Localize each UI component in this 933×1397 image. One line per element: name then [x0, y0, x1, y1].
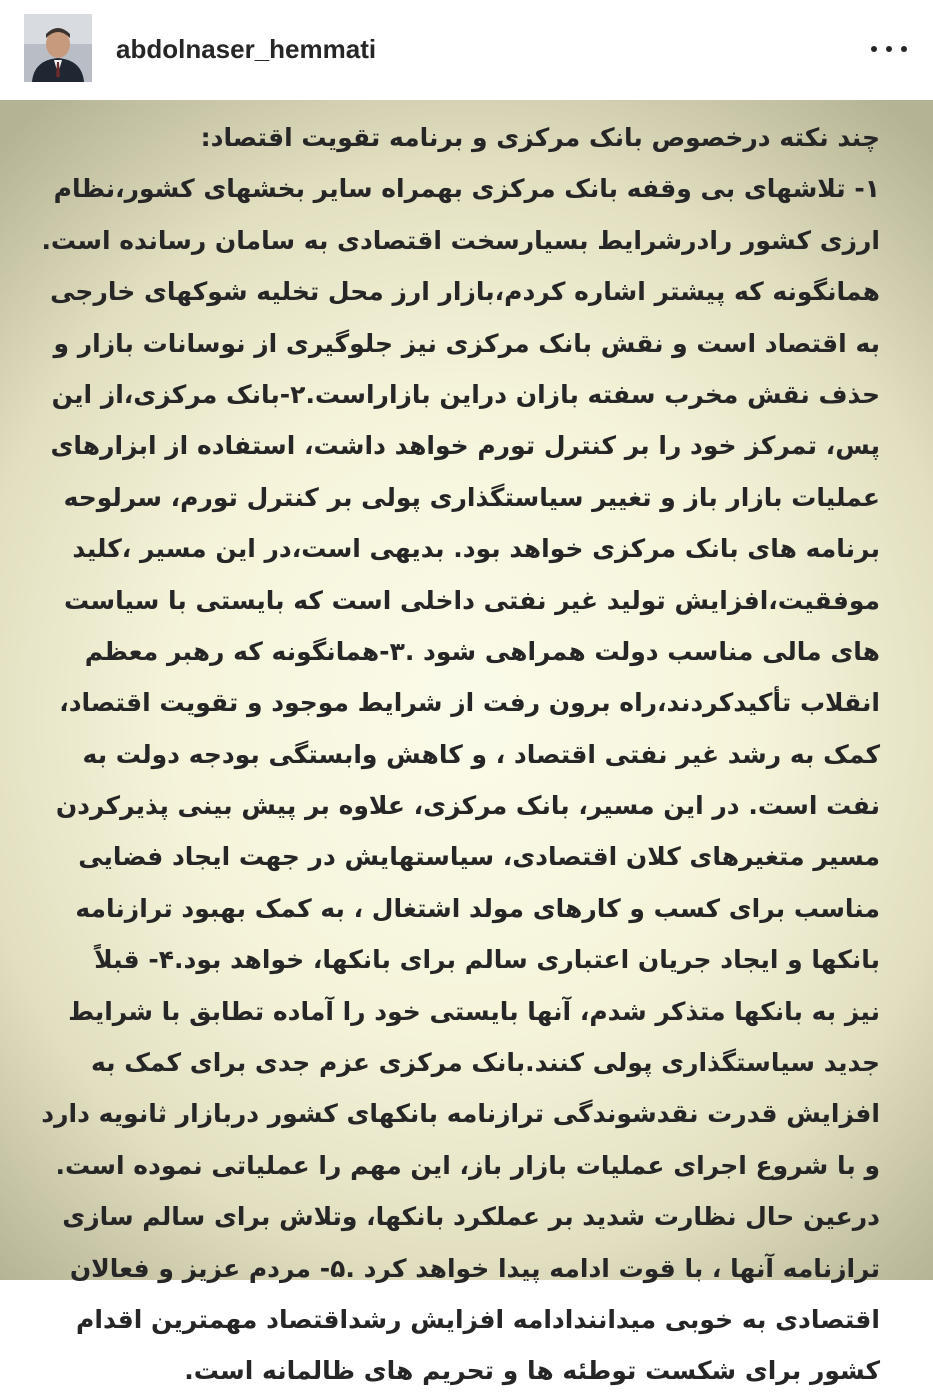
post-text-line: کشور برای شکست توطئه ها و تحریم های ظالمانه است.: [184, 1356, 880, 1386]
post-text-line: نیز به بانکها متذکر شدم، آنها بایستی خود را آماده تطابق با شرایط: [68, 996, 880, 1026]
post-text-line: مناسب برای کسب و کارهای مولد اشتغال ، به کمک بهبود ترازنامه: [75, 893, 880, 923]
post-text-line: کمک به رشد غیر نفتی اقتصاد ، و کاهش وابستگی بودجه دولت به: [82, 739, 880, 769]
post-text-line: مسیر متغیرهای کلان اقتصادی، سیاستهایش در جهت ایجاد فضایی: [78, 842, 880, 872]
post-text-line: برنامه های بانک مرکزی خواهد بود. بدیهی است،در این مسیر ،کلید: [72, 534, 880, 564]
post-text-line: پس، تمرکز خود را بر کنترل تورم خواهد داشت، استفاده از ابزارهای: [50, 431, 880, 461]
post-text-line: عملیات بازار باز و تغییر سیاستگذاری پولی بر کنترل تورم، سرلوحه: [63, 482, 880, 512]
post-text-line: اقتصادی به خوبی میدانندادامه افزایش رشداقتصاد مهمترین اقدام: [76, 1304, 880, 1334]
post-text-line: به اقتصاد است و نقش بانک مرکزی نیز جلوگیری از نوسانات بازار و: [53, 328, 880, 358]
post-text-line: و با شروع اجرای عملیات بازار باز، این مهم را عملیاتی نموده است.: [55, 1150, 880, 1180]
post-text-line: ارزی کشور رادرشرایط بسیارسخت اقتصادی به سامان رسانده است.: [41, 225, 880, 255]
post-text-line: های مالی مناسب دولت همراهی شود .۳-همانگونه که رهبر معظم: [84, 636, 880, 666]
post-text-line: افزایش قدرت نقدشوندگی ترازنامه بانکهای کشور دربازار ثانویه دارد: [41, 1099, 880, 1129]
username[interactable]: abdolnaser_hemmati: [116, 34, 377, 64]
more-options-icon[interactable]: [867, 40, 911, 56]
post-text-line: نفت است. در این مسیر، بانک مرکزی، علاوه بر پیش بینی پذیرکردن: [55, 791, 880, 821]
post-text-line: موفقیت،افزایش تولید غیر نفتی داخلی است که بایستی با سیاست: [64, 585, 880, 615]
post-image: [0, 100, 933, 1386]
avatar-image: [24, 14, 92, 82]
post-text-line: درعین حال نظارت شدید بر عملکرد بانکها، وتلاش برای سالم سازی: [62, 1202, 880, 1232]
post-text-line: ۱- تلاشهای بی وقفه بانک مرکزی بهمراه سایر بخشهای کشور،نظام: [53, 174, 880, 204]
post-text-line: جدید سیاستگذاری پولی کنند.بانک مرکزی عزم جدی برای کمک به: [90, 1048, 880, 1078]
post-text-line: ترازنامه آنها ، با قوت ادامه پیدا خواهد کرد .۵- مردم عزیز و فعالان: [69, 1253, 880, 1283]
post-header: [0, 0, 933, 100]
avatar[interactable]: [24, 14, 92, 82]
post-text-line: بانکها و ایجاد جریان اعتباری سالم برای بانکها، خواهد بود.۴- قبلاً: [94, 945, 880, 975]
post-text-line: چند نکته درخصوص بانک مرکزی و برنامه تقویت اقتصاد:: [200, 123, 880, 152]
post-text: [41, 112, 880, 1397]
post-text-line: حذف نقش مخرب سفته بازان دراین بازاراست.۲-بانک مرکزی،از این: [51, 379, 880, 409]
post-text-line: همانگونه که پیشتر اشاره کردم،بازار ارز محل تخلیه شوکهای خارجی: [50, 277, 880, 307]
post-text-line: انقلاب تأکیدکردند،راه برون رفت از شرایط موجود و تقویت اقتصاد،: [59, 688, 880, 718]
